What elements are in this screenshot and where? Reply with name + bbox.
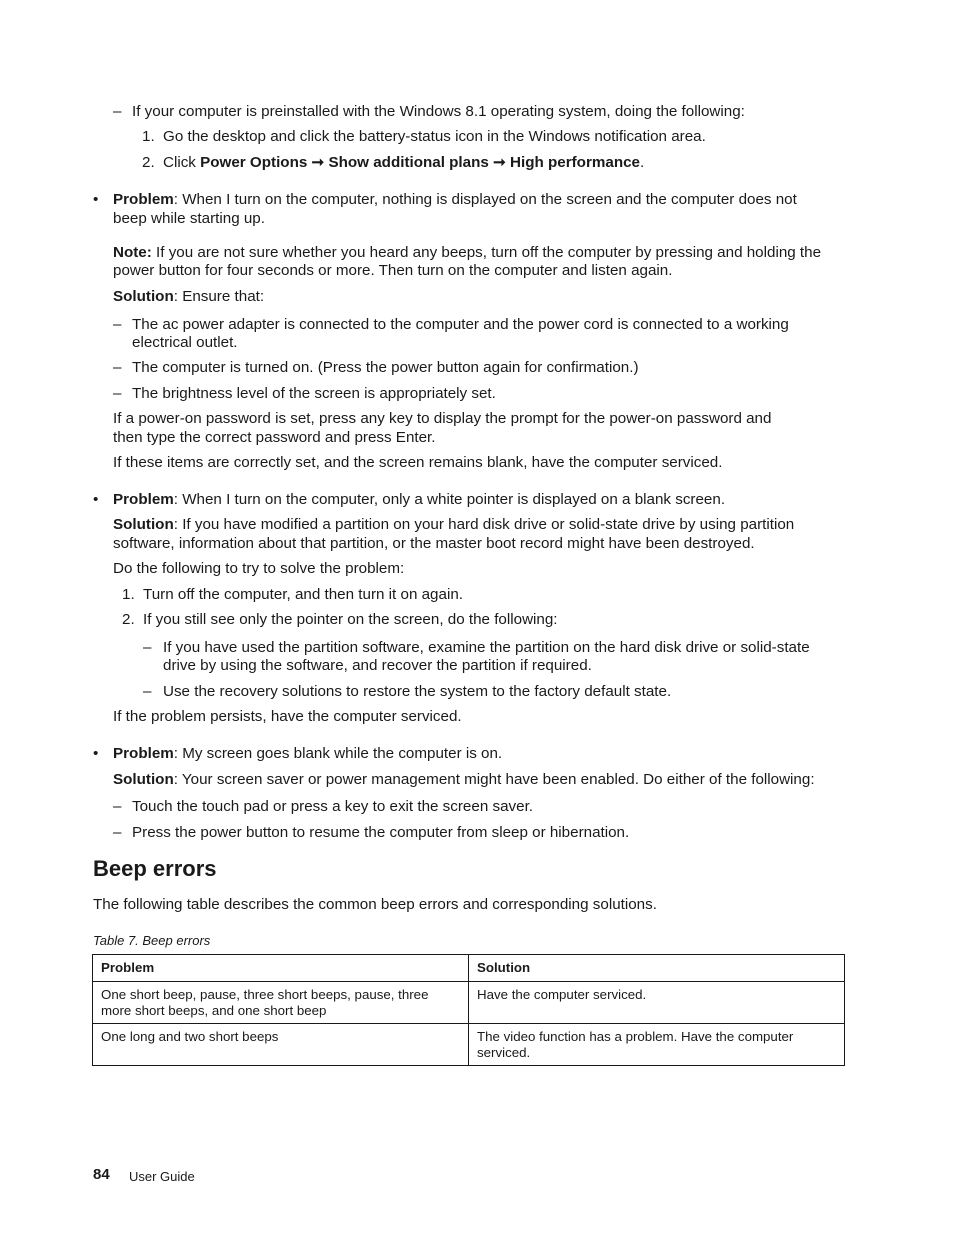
- menu-path-high-performance: High performance: [510, 154, 640, 171]
- problem-text: : When I turn on the computer, nothing is displayed on the screen and the computer does not: [173, 191, 797, 208]
- column-header-problem: Problem: [93, 955, 469, 982]
- dash-marker: –: [113, 359, 122, 376]
- table-header-row: [93, 955, 845, 982]
- paragraph: Do the following to try to solve the problem:: [113, 560, 405, 577]
- column-header-solution: Solution: [469, 955, 845, 982]
- beep-errors-table: [92, 954, 845, 1066]
- problem-text: beep while starting up.: [113, 210, 265, 227]
- solution-line: [113, 771, 815, 789]
- list-item: If you still see only the pointer on the screen, do the following:: [143, 611, 558, 628]
- bullet: •: [93, 191, 99, 208]
- footer-label: User Guide: [129, 1169, 195, 1184]
- table-row: [93, 1024, 845, 1066]
- problem-label: Problem: [113, 745, 174, 762]
- paragraph: If a power-on password is set, press any key to display the prompt for the power-on password and: [113, 410, 772, 427]
- dash-marker: –: [113, 316, 122, 333]
- step-number: 2.: [122, 611, 135, 628]
- solution-line: [113, 288, 264, 306]
- list-item: [163, 154, 644, 172]
- dash-marker: –: [113, 103, 122, 120]
- paragraph: If these items are correctly set, and the screen remains blank, have the computer serviced.: [113, 454, 723, 471]
- problem-label: Problem: [113, 491, 174, 508]
- table-caption: Table 7. Beep errors: [93, 933, 211, 948]
- list-item: The ac power adapter is connected to the computer and the power cord is connected to a working: [132, 316, 789, 333]
- table-cell-problem: One long and two short beeps: [93, 1024, 469, 1066]
- problem-text: : My screen goes blank while the computer is on.: [173, 745, 503, 762]
- list-item: Use the recovery solutions to restore the system to the factory default state.: [163, 683, 672, 700]
- list-item: The brightness level of the screen is appropriately set.: [132, 385, 496, 402]
- page-number: 84: [93, 1166, 110, 1183]
- dash-marker: –: [113, 385, 122, 402]
- list-item: drive by using the software, and recover the partition if required.: [163, 657, 592, 674]
- paragraph: The following table describes the common beep errors and corresponding solutions.: [93, 896, 657, 913]
- list-item: If you have used the partition software, examine the partition on the hard disk drive or solid-state: [163, 639, 810, 656]
- menu-path-power-options: Power Options: [200, 154, 308, 171]
- step-number: 1.: [142, 128, 155, 145]
- solution-text: : Ensure that:: [173, 288, 265, 305]
- table-cell-solution: The video function has a problem. Have the computer serviced.: [469, 1024, 845, 1066]
- problem-line: [113, 191, 797, 209]
- paragraph: If the problem persists, have the computer serviced.: [113, 708, 462, 725]
- dash-marker: –: [113, 824, 122, 841]
- list-item: Turn off the computer, and then turn it on again.: [143, 586, 463, 603]
- solution-text: software, information about that partition, or the master boot record might have been destroyed.: [113, 535, 755, 552]
- arrow-icon: ➞: [493, 154, 506, 171]
- note-line: [113, 244, 821, 262]
- menu-path-show-additional-plans: Show additional plans: [328, 154, 489, 171]
- dash-marker: –: [143, 683, 152, 700]
- list-item: Touch the touch pad or press a key to exit the screen saver.: [132, 798, 534, 815]
- dash-marker: –: [113, 798, 122, 815]
- problem-label: Problem: [113, 191, 174, 208]
- problem-text: : When I turn on the computer, only a white pointer is displayed on a blank screen.: [173, 491, 726, 508]
- dash-marker: –: [143, 639, 152, 656]
- list-item: Press the power button to resume the computer from sleep or hibernation.: [132, 824, 630, 841]
- solution-text: : Your screen saver or power management might have been enabled. Do either of the following:: [173, 771, 815, 788]
- solution-label: Solution: [113, 771, 174, 788]
- solution-label: Solution: [113, 288, 174, 305]
- bullet: •: [93, 745, 99, 762]
- problem-line: [113, 491, 725, 509]
- solution-label: Solution: [113, 516, 174, 533]
- section-heading: Beep errors: [93, 856, 217, 881]
- solution-line: [113, 516, 794, 534]
- list-item: If your computer is preinstalled with the Windows 8.1 operating system, doing the following:: [132, 103, 745, 120]
- list-item: Go the desktop and click the battery-status icon in the Windows notification area.: [163, 128, 706, 145]
- step-text: Click: [163, 154, 201, 171]
- bullet: •: [93, 491, 99, 508]
- step-number: 2.: [142, 154, 155, 171]
- table-cell-solution: Have the computer serviced.: [469, 982, 845, 1024]
- table-cell-problem: One short beep, pause, three short beeps, pause, three more short beeps, and one short beep: [93, 982, 469, 1024]
- problem-line: [113, 745, 502, 763]
- step-text: .: [640, 154, 645, 171]
- list-item: The computer is turned on. (Press the power button again for confirmation.): [132, 359, 639, 376]
- step-number: 1.: [122, 586, 135, 603]
- arrow-icon: ➞: [311, 154, 325, 171]
- note-text: power button for four seconds or more. Then turn on the computer and listen again.: [113, 262, 673, 279]
- paragraph: then type the correct password and press Enter.: [113, 429, 436, 446]
- note-label: Note:: [113, 244, 152, 261]
- solution-text: : If you have modified a partition on your hard disk drive or solid-state drive by using partition: [173, 516, 795, 533]
- table-row: [93, 982, 845, 1024]
- note-text: If you are not sure whether you heard any beeps, turn off the computer by pressing and holding the: [151, 244, 822, 261]
- list-item: electrical outlet.: [132, 334, 238, 351]
